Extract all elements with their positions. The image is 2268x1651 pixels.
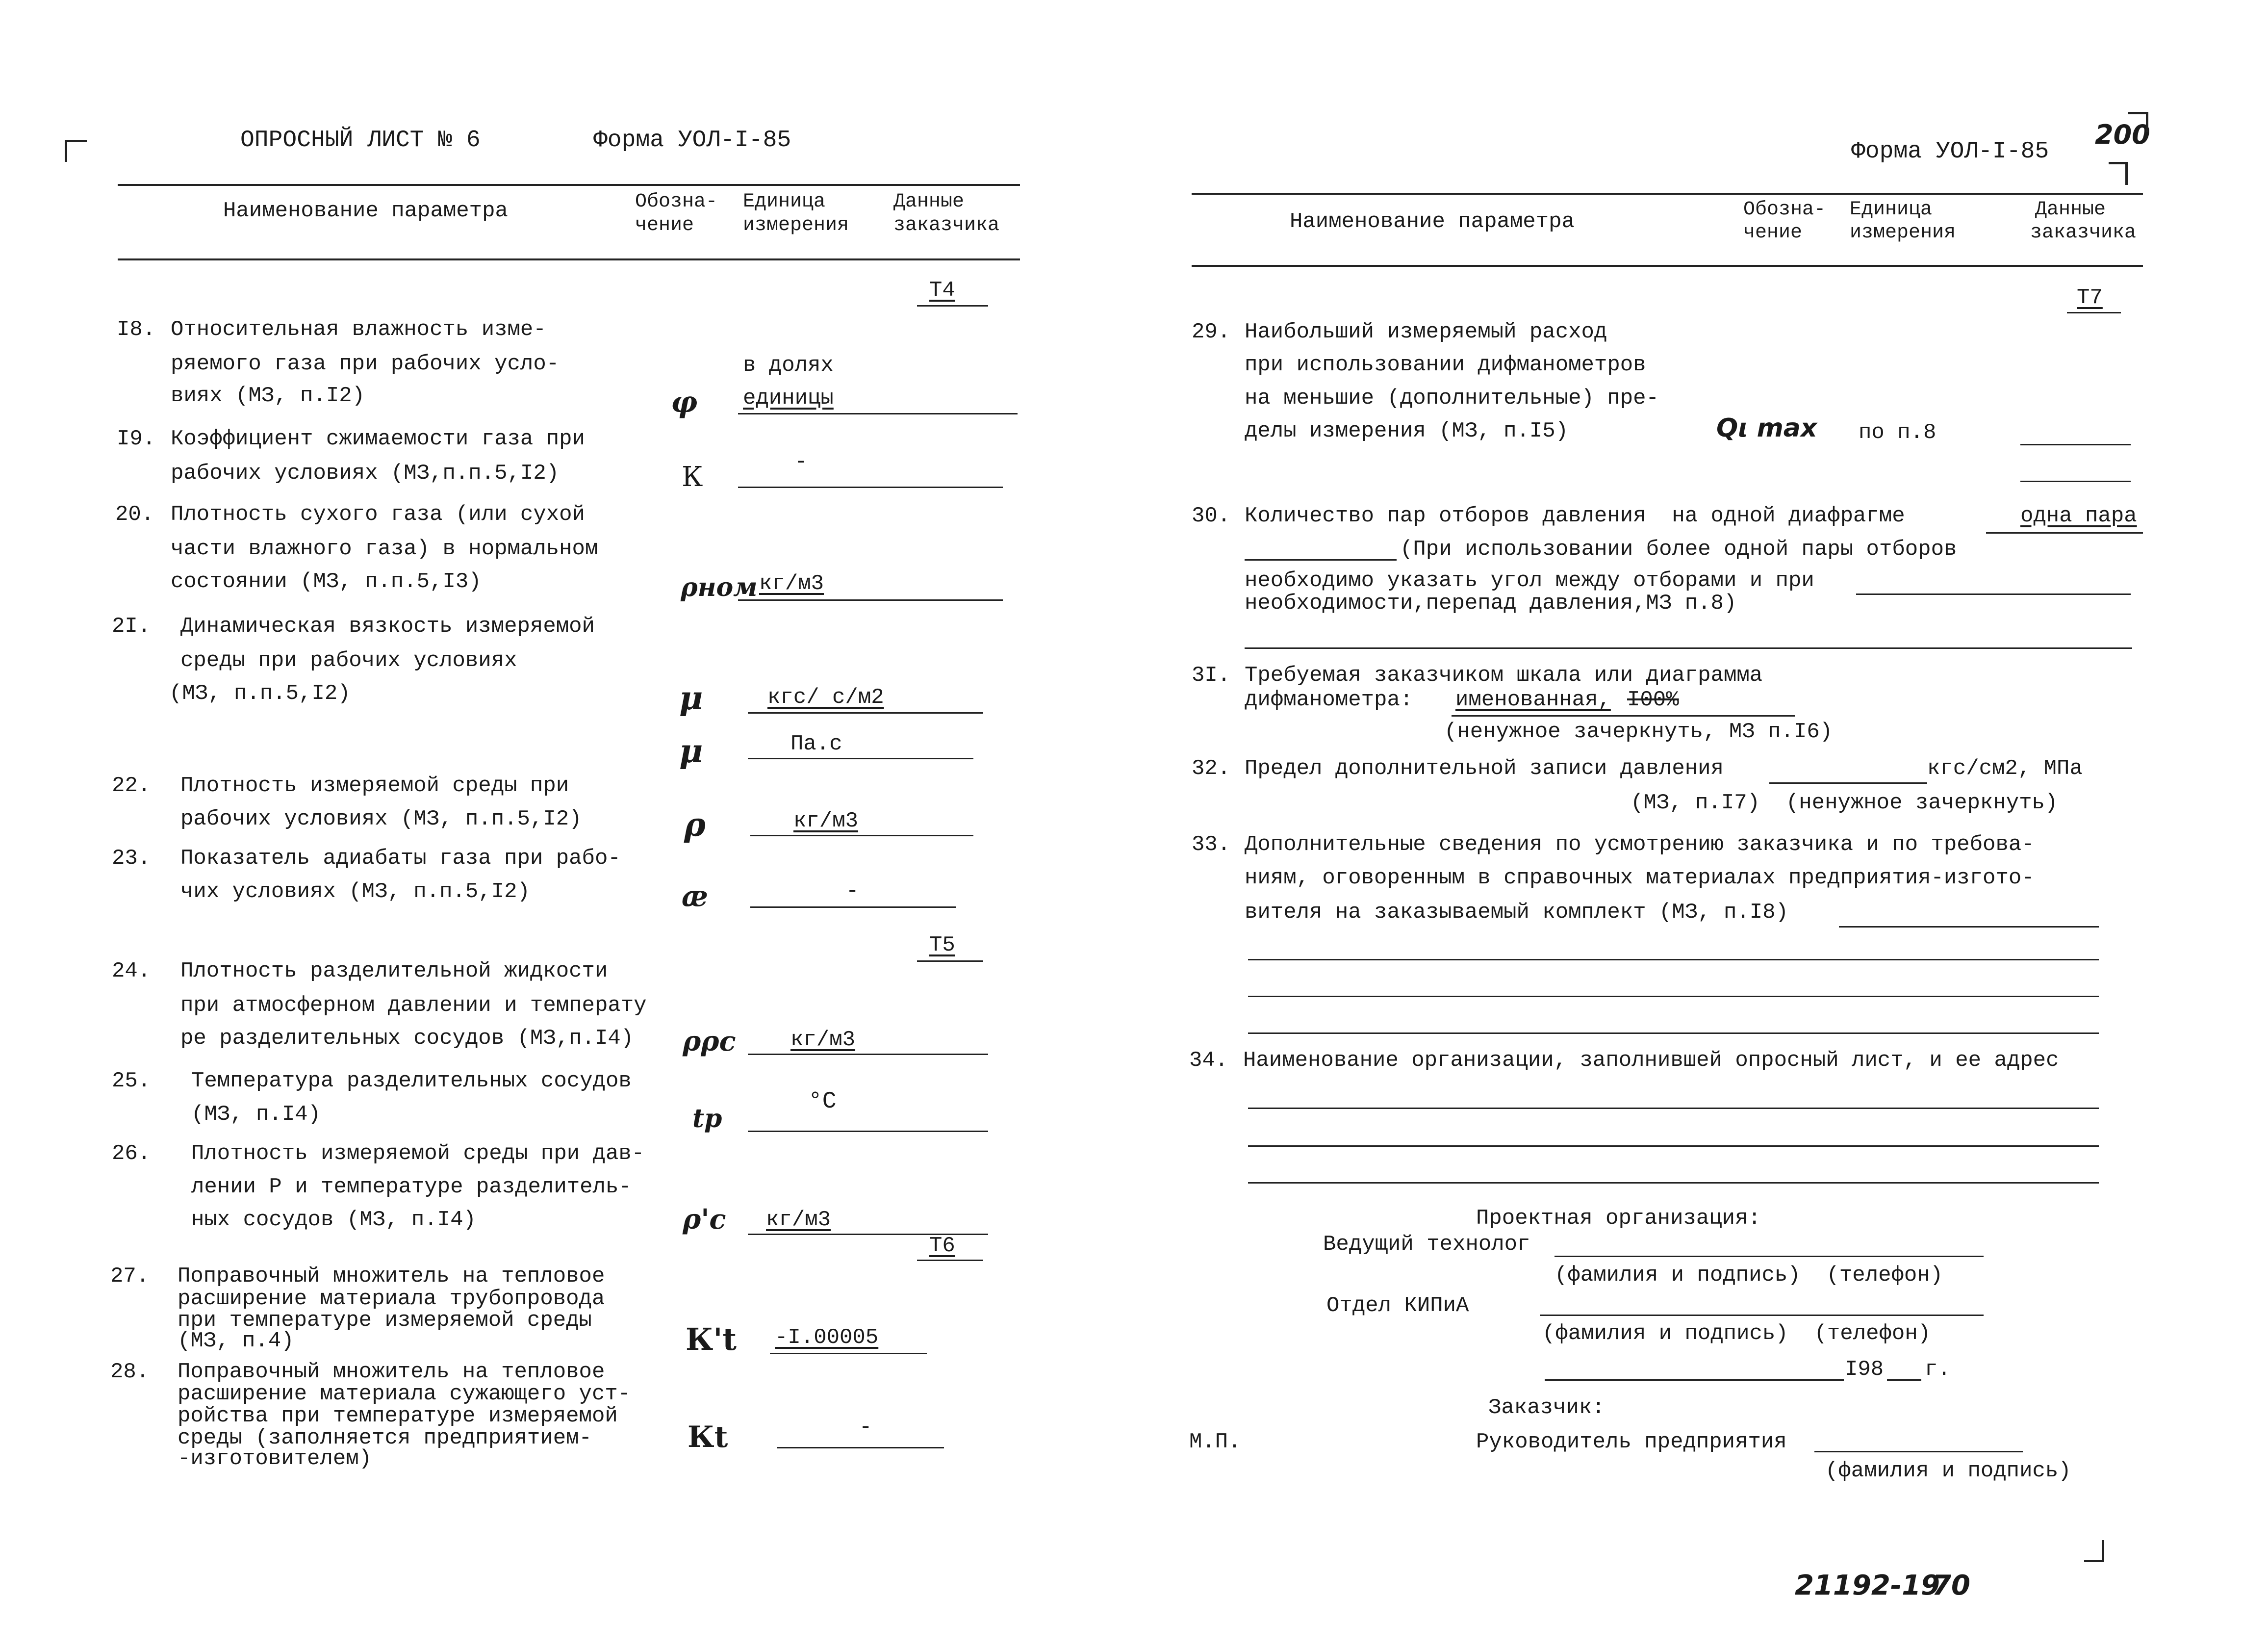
sig-caption-1: (фамилия и подпись) (телефон) [1554, 1263, 1943, 1288]
year-label: I98 [1845, 1357, 1884, 1382]
item-24-line [748, 1054, 988, 1055]
page-number: 200 [2095, 119, 2150, 150]
item-28-line5: -изготовителем) [178, 1446, 372, 1471]
item-26-line3: ных сосудов (МЗ, п.I4) [191, 1208, 476, 1232]
item-30-line3-rule [1856, 593, 2131, 595]
item-31-line2: дифманометра: [1245, 688, 1413, 712]
form-label-left: Форма УОЛ-I-85 [593, 127, 791, 154]
header-name-right: Наименование параметра [1290, 209, 1575, 234]
item-29-line2: при использовании дифманометров [1245, 353, 1646, 377]
item-21-unit1: кгс/ с/м2 [767, 685, 884, 710]
sheet-title: ОПРОСНЫЙ ЛИСТ № 6 [240, 127, 481, 154]
item-33-line1: Дополнительные сведения по усмотрению заказчика и по требова- [1245, 832, 2035, 857]
item-26-line1: Плотность измеряемой среды при дав- [191, 1141, 645, 1166]
item-33-rule-3 [1248, 996, 2099, 997]
header-unit-right-1: Единица [1850, 199, 1933, 221]
item-29-line-a [2020, 444, 2131, 445]
item-21-line1-rule [748, 712, 983, 714]
item-24-line2: при атмосферном давлении и температу [180, 993, 647, 1018]
header-name-left: Наименование параметра [223, 199, 508, 223]
sig-caption-3: (фамилия и подпись) [1825, 1459, 2071, 1483]
head-label: Руководитель предприятия [1476, 1430, 1787, 1454]
item-34-line1: Наименование организации, заполнившей опросный лист, и ее адрес [1243, 1048, 2059, 1073]
item-21-line2-rule [748, 758, 973, 759]
t6-underline [917, 1260, 983, 1261]
item-32-number: 32. [1192, 756, 1231, 781]
item-34-rule-1 [1248, 1108, 2099, 1109]
item-21-line2: среды при рабочих условиях [180, 648, 517, 673]
item-24-unit: кг/м3 [790, 1028, 856, 1052]
item-29-unit: по п.8 [1859, 420, 1937, 445]
item-19-line [738, 487, 1003, 488]
item-20-symbol: ρном [681, 572, 758, 602]
item-24-line1: Плотность разделительной жидкости [180, 959, 608, 983]
item-31-rule [1452, 715, 1795, 717]
item-33-line3: вителя на заказываемый комплект (МЗ, п.I8) [1245, 900, 1788, 925]
item-21-unit2: Па.с [790, 732, 842, 756]
header-top-rule-left [118, 184, 1020, 186]
item-22-symbol: ρ [684, 805, 706, 844]
lead-tech-sig-rule [1554, 1256, 1984, 1257]
item-22-line1: Плотность измеряемой среды при [180, 774, 569, 798]
item-19-line2: рабочих условиях (МЗ,п.п.5,I2) [171, 461, 560, 486]
item-22-number: 22. [112, 774, 151, 798]
item-28-line4: среды (заполняется предприятием- [178, 1426, 592, 1450]
kip-dept-label: Отдел КИПиА [1326, 1293, 1469, 1318]
item-27-line4: (МЗ, п.4) [178, 1329, 294, 1353]
corner-mark-top-right [2128, 112, 2148, 132]
item-27-line3: при температуре измеряемой среды [178, 1308, 592, 1333]
item-25-unit: °С [808, 1088, 837, 1115]
item-26-unit: кг/м3 [766, 1208, 831, 1232]
item-19-line1: Коэффициент сжимаемости газа при [171, 427, 585, 451]
item-18-unit2: единицы [743, 386, 834, 411]
item-34-rule-3 [1248, 1182, 2099, 1184]
item-19-unit: - [794, 450, 808, 474]
item-29-line3: на меньшие (дополнительные) пре- [1245, 386, 1659, 411]
item-34-number: 34. [1189, 1048, 1228, 1073]
header-customer-left-1: Данные [893, 191, 965, 213]
kip-sig-rule [1540, 1315, 1984, 1316]
item-29-number: 29. [1192, 320, 1231, 344]
form-label-right: Форма УОЛ-I-85 [1851, 138, 2049, 165]
header-designation-right-1: Обозна- [1743, 199, 1826, 221]
item-21-line3: (МЗ, п.п.5,I2) [169, 681, 351, 706]
customer-label: Заказчик: [1488, 1395, 1605, 1420]
item-29-line4: делы измерения (МЗ, п.I5) [1245, 419, 1569, 443]
item-33-rule-1 [1839, 926, 2099, 928]
header-designation-right-2: чение [1743, 222, 1803, 244]
item-22-unit: кг/м3 [793, 809, 859, 833]
item-21-number: 2I. [112, 614, 151, 639]
item-26-line2: лении Р и температуре разделитель- [191, 1175, 632, 1199]
item-25-line [748, 1131, 988, 1132]
item-30-line3: необходимо указать угол между отборами и при [1245, 568, 1814, 593]
item-28-line3: ройства при температуре измеряемой [178, 1404, 618, 1428]
item-28-unit: - [859, 1415, 872, 1440]
item-31-number: 3I. [1192, 663, 1231, 688]
item-23-line2: чих условиях (МЗ, п.п.5,I2) [180, 879, 530, 904]
t7-underline [2067, 312, 2121, 313]
sig-caption-2: (фамилия и подпись) (телефон) [1542, 1321, 1931, 1346]
item-29-symbol: Qι max [1716, 413, 1817, 443]
head-sig-rule [1814, 1451, 2023, 1452]
header-customer-left-2: заказчика [893, 214, 1000, 236]
item-24-number: 24. [112, 959, 151, 983]
section-t6: Т6 [929, 1234, 955, 1258]
item-23-number: 23. [112, 846, 151, 871]
header-designation-left-1: Обозна- [635, 191, 718, 213]
lead-tech-label: Ведущий технолог [1323, 1232, 1530, 1257]
item-30-line1: Количество пар отборов давления на одной диафрагме [1245, 504, 1905, 528]
item-23-line [750, 906, 956, 908]
header-unit-right-2: измерения [1850, 222, 1956, 244]
item-30-line4: необходимости,перепад давления,МЗ п.8) [1245, 591, 1737, 616]
item-20-number: 20. [115, 502, 154, 527]
item-25-symbol: tр [692, 1104, 722, 1134]
item-18-line [738, 413, 1018, 414]
item-27-unit: -I.00005 [775, 1325, 879, 1350]
item-23-line1: Показатель адиабаты газа при рабо- [180, 846, 621, 871]
item-33-number: 33. [1192, 832, 1231, 857]
item-22-line [750, 835, 973, 836]
item-30-value-rule [1986, 532, 2143, 534]
item-28-line1: Поправочный множитель на тепловое [178, 1360, 605, 1384]
header-top-rule-right [1192, 193, 2143, 195]
item-28-line2: расширение материала сужающего уст- [178, 1382, 631, 1406]
item-30-number: 30. [1192, 504, 1231, 528]
item-31-option-named: именованная, [1455, 688, 1611, 712]
item-26-symbol: ρ'с [683, 1203, 726, 1236]
item-26-number: 26. [112, 1141, 151, 1166]
item-32-line2: (МЗ, п.I7) (ненужное зачеркнуть) [1631, 791, 2058, 815]
item-19-symbol: К [682, 461, 703, 493]
item-30-line2: (При использовании более одной пары отборов [1400, 537, 1957, 562]
year-suffix: г. [1925, 1357, 1951, 1382]
item-22-line2: рабочих условиях (МЗ, п.п.5,I2) [180, 807, 582, 831]
t5-underline [917, 960, 983, 962]
item-25-line2: (МЗ, п.I4) [191, 1102, 321, 1127]
t4-underline [917, 305, 988, 307]
item-34-rule-2 [1248, 1145, 2099, 1147]
item-21-symbol: μ [679, 679, 703, 717]
item-33-rule-4 [1248, 1032, 2099, 1034]
header-bottom-rule-right [1192, 265, 2143, 267]
item-30-rule-2 [1245, 647, 2132, 649]
item-18-unit1: в долях [743, 353, 834, 378]
item-20-line [738, 599, 1003, 601]
year-rule [1887, 1379, 1921, 1381]
item-30-blank-rule [1245, 559, 1397, 561]
item-20-unit: кг/м3 [759, 571, 824, 596]
item-24-symbol: ρρс [683, 1025, 736, 1058]
item-32-line1: Предел дополнительной записи давления [1245, 756, 1724, 781]
section-t5: Т5 [929, 933, 955, 957]
item-28-line [777, 1447, 944, 1448]
item-33-rule-2 [1248, 959, 2099, 960]
item-27-line2: расширение материала трубопровода [178, 1287, 605, 1311]
item-27-line1: Поправочный множитель на тепловое [178, 1264, 605, 1289]
header-bottom-rule-left [118, 258, 1020, 260]
corner-mark-top-right-2 [2109, 162, 2128, 185]
item-31-line1: Требуемая заказчиком шкала или диаграмма [1245, 663, 1763, 688]
item-27-number: 27. [110, 1264, 150, 1289]
header-designation-left-2: чение [635, 214, 694, 236]
item-19-number: I9. [117, 427, 156, 451]
item-18-line2: ряемого газа при рабочих усло- [171, 352, 560, 376]
item-20-line3: состоянии (МЗ, п.п.5,I3) [171, 569, 482, 594]
item-32-blank-rule [1769, 782, 1927, 784]
item-23-unit: - [846, 879, 859, 903]
section-t7: Т7 [2077, 285, 2103, 310]
item-29-line1: Наибольший измеряемый расход [1245, 320, 1607, 344]
section-t4: Т4 [929, 278, 955, 303]
item-28-symbol: Кt [688, 1420, 728, 1454]
header-unit-left-1: Единица [743, 191, 826, 213]
corner-mark-top-left [65, 140, 87, 162]
header-customer-right-2: заказчика [2030, 222, 2137, 244]
item-28-number: 28. [110, 1360, 150, 1384]
item-23-symbol: æ [682, 879, 709, 913]
corner-mark-bottom-right [2084, 1540, 2104, 1562]
item-31-line3: (ненужное зачеркнуть, МЗ п.I6) [1444, 720, 1833, 744]
item-29-line-b [2020, 481, 2131, 482]
item-20-line2: части влажного газа) в нормальном [171, 537, 598, 561]
item-18-symbol: φ [671, 385, 698, 419]
item-20-line1: Плотность сухого газа (или сухой [171, 502, 585, 527]
mp-label: М.П. [1189, 1430, 1241, 1454]
item-18-line1: Относительная влажность изме- [171, 317, 546, 342]
item-31-option-percent: I00% [1627, 688, 1679, 712]
item-21-line1: Динамическая вязкость измеряемой [180, 614, 595, 639]
item-27-line [770, 1353, 927, 1354]
item-18-number: I8. [117, 317, 156, 342]
item-27-symbol: К't [686, 1321, 737, 1357]
header-unit-left-2: измерения [743, 214, 849, 236]
item-21-symbol2: μ [679, 732, 703, 770]
item-30-value: одна пара [2020, 504, 2137, 528]
item-33-line2: ниям, оговоренным в справочных материалах предприятия-изгото- [1245, 866, 2035, 890]
item-25-line1: Температура разделительных сосудов [191, 1069, 632, 1093]
header-customer-right-1: Данные [2035, 199, 2106, 221]
item-25-number: 25. [112, 1069, 151, 1093]
project-org-label: Проектная организация: [1476, 1206, 1761, 1231]
date-rule [1545, 1379, 1844, 1381]
footer-code: 21192-19 [1795, 1570, 1940, 1601]
item-32-unit: кгс/см2, МПа [1927, 756, 2083, 781]
item-18-line3: виях (МЗ, п.I2) [171, 384, 365, 408]
footer-page: 70 [1932, 1570, 1970, 1601]
item-24-line3: ре разделительных сосудов (МЗ,п.I4) [180, 1026, 634, 1051]
